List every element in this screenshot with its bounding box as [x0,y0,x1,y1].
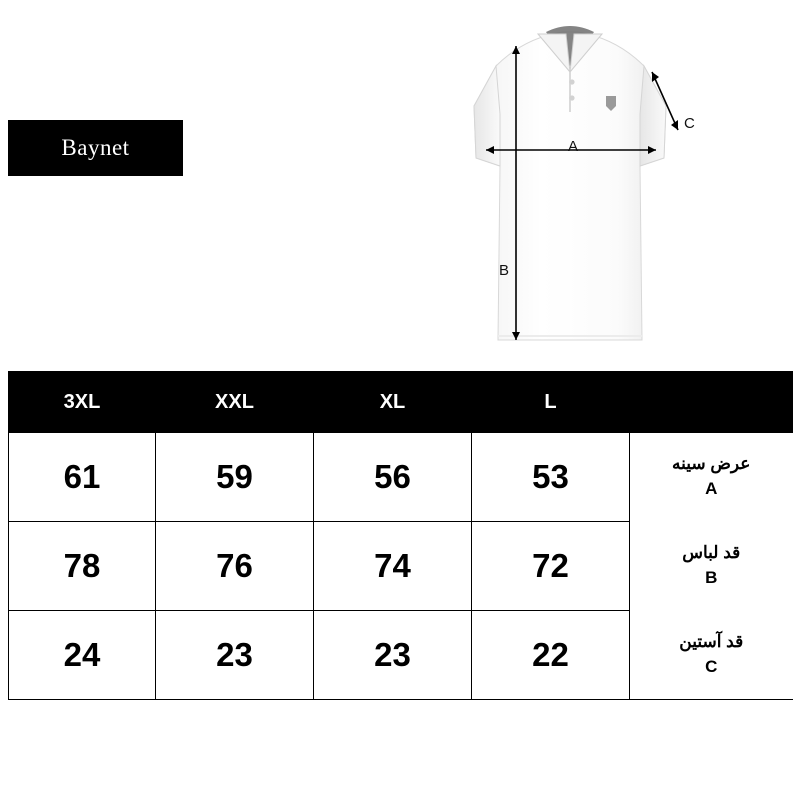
row-label-sleeve-length-text: قد آستین [679,632,744,652]
cell-chest-3xl: 61 [9,433,156,522]
table-body [9,433,793,700]
cell-sleeve-l: 22 [472,611,630,700]
column-header-3xl: 3XL [9,372,156,433]
cell-sleeve-3xl: 24 [9,611,156,700]
table-row [9,611,793,700]
cell-length-3xl: 78 [9,522,156,611]
row-label-garment-length-text: قد لباس [682,543,741,563]
cell-sleeve-xl: 23 [314,611,472,700]
row-label-chest-width-letter: A [705,479,718,498]
cell-chest-l: 53 [472,433,630,522]
cell-chest-xxl: 59 [156,433,314,522]
cell-chest-xl: 56 [314,433,472,522]
table-row [9,522,793,611]
row-label-garment-length-letter: B [705,568,718,587]
row-label-garment-length [630,522,793,611]
brand-name: Baynet [61,135,130,160]
column-header-xl: XL [314,372,472,433]
brand-badge [8,120,183,176]
row-label-chest-width [630,433,793,522]
cell-sleeve-xxl: 23 [156,611,314,700]
table-header [9,372,793,433]
table-row [9,433,793,522]
cell-length-l: 72 [472,522,630,611]
dimension-label-a: A [568,138,579,155]
column-header-measure [630,372,793,433]
column-header-xxl: XXL [156,372,314,433]
cell-length-xxl: 76 [156,522,314,611]
row-label-chest-width-text: عرض سینه [672,454,751,474]
polo-shirt-illustration [420,10,720,370]
garment-diagram [420,10,720,370]
dimension-label-b: B [499,262,510,279]
column-header-l: L [472,372,630,433]
table-header-row [9,372,793,433]
row-label-sleeve-length-letter: C [705,657,718,676]
size-chart-table [8,371,793,700]
dimension-label-c: C [684,115,695,132]
row-label-sleeve-length [630,611,793,700]
cell-length-xl: 74 [314,522,472,611]
